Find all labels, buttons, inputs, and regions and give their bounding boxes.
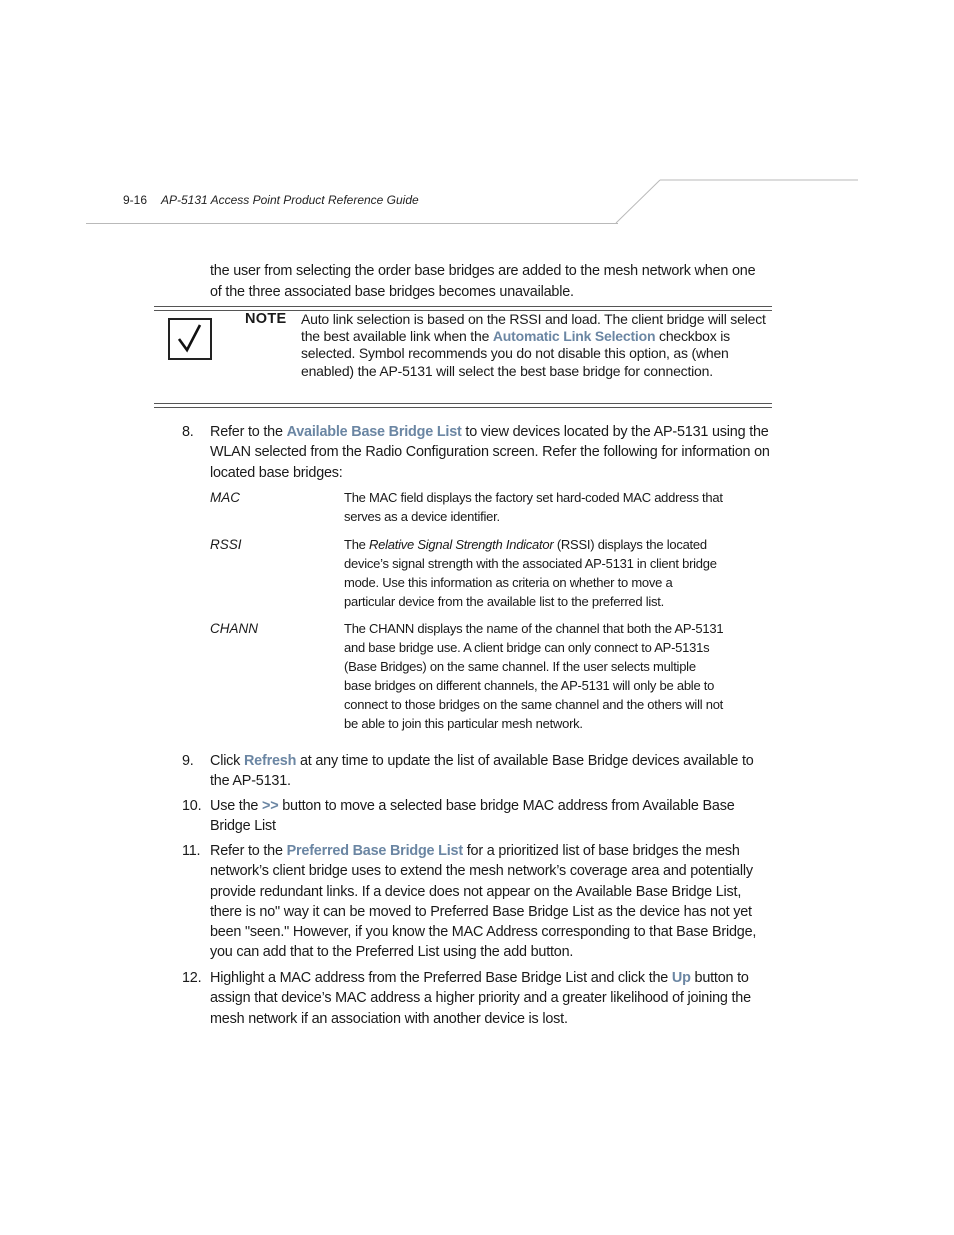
move-button-ref: >> — [262, 798, 279, 814]
refresh-ref: Refresh — [243, 753, 297, 769]
step-number: 10. — [182, 798, 202, 814]
note-text: Auto link selection is based on the RSSI and load. The client bridge will select the best available link when the Automatic Link Selection checkbox is selected. Symbol recommends you do not disable this option, as (when enabled) the AP-5131 will select the best base bridge for connection. — [301, 311, 766, 379]
header-tab-edge — [612, 178, 862, 226]
step-number: 9. — [182, 753, 194, 769]
note-bottom-rule — [154, 403, 772, 404]
definition-rssi: The Relative Signal Strength Indicator (RSSI) displays the located device’s signal strength with the associated AP-5131 in client bridge mode. Use this information as criteria on whether to move a particular device from the available list to the preferred list. — [344, 537, 717, 609]
step-number: 12. — [182, 970, 202, 986]
definition-term-chann: CHANN — [210, 621, 259, 636]
note-check-icon — [168, 318, 212, 360]
note-top-rule — [154, 306, 772, 307]
definition-mac: The MAC field displays the factory set hard-coded MAC address that serves as a device identifier. — [344, 490, 723, 524]
step-text: Highlight a MAC address from the Preferred Base Bridge List and click the Up button to assign that device’s MAC address a higher priority and a greater likelihood of joining the mesh network if an association with another device is lost. — [210, 970, 751, 1027]
step-text: Use the >> button to move a selected base bridge MAC address from Available Base Bridge List — [210, 798, 735, 835]
note-label: NOTE — [245, 311, 287, 327]
page-number: 9-16 — [123, 193, 148, 207]
note-bottom-rule-2 — [154, 407, 772, 408]
step-number: 11. — [182, 843, 201, 859]
preferred-base-bridge-list-ref: Preferred Base Bridge List — [286, 843, 463, 859]
step-text: Refer to the Preferred Base Bridge List for a prioritized list of base bridges the mesh network’s client bridge uses to extend the mesh network’s coverage area and potentially provide redundant links. If a device does not appear on the Available Base Bridge List, there is no" way it can be moved to Preferred Base Bridge List as the device has not yet been "seen." However, if you know the MAC Address corresponding to that Base Bridge, you can add that to the Preferred List using the add button. — [210, 843, 757, 961]
header-rule — [86, 223, 618, 224]
note-highlight: Automatic Link Selection — [492, 328, 656, 345]
up-button-ref: Up — [671, 970, 691, 986]
step-number: 8. — [182, 424, 194, 440]
definition-term-mac: MAC — [210, 490, 240, 505]
intro-paragraph: the user from selecting the order base bridges are added to the mesh network when one of the three associated base bridges becomes unavailable. — [210, 263, 756, 300]
step-text: Click Refresh at any time to update the list of available Base Bridge devices available to the AP-5131. — [210, 753, 754, 790]
definition-term-rssi: RSSI — [210, 537, 242, 552]
step-text: Refer to the Available Base Bridge List to view devices located by the AP-5131 using the WLAN selected from the Radio Configuration screen. Refer the following for information on located base bridges: — [210, 424, 770, 481]
definition-chann: The CHANN displays the name of the channel that both the AP-5131 and base bridge use. A client bridge can only connect to AP-5131s (Base Bridges) on the same channel. If the user selects multiple base bridges on different channels, the AP-5131 will only be able to connect to those bridges on the same channel and the others will not be able to join this particular mesh network. — [344, 621, 724, 731]
available-base-bridge-list-ref: Available Base Bridge List — [286, 424, 462, 440]
running-title: AP-5131 Access Point Product Reference Guide — [161, 193, 419, 207]
